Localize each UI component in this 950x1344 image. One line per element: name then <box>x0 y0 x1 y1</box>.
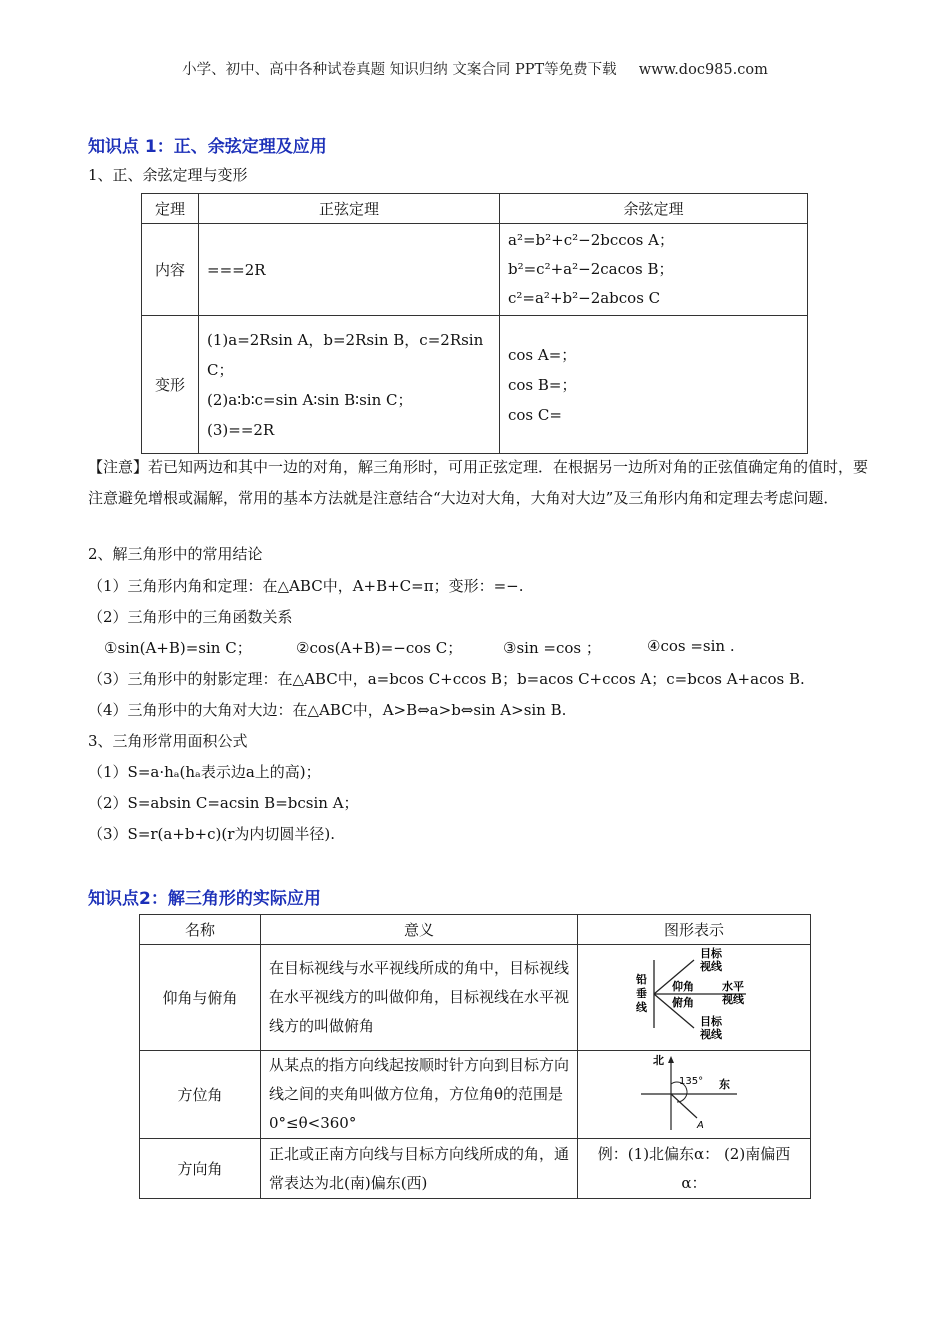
r3-name: 方向角 <box>140 1139 261 1199</box>
angle-label: 135° <box>679 1075 704 1087</box>
horiz-label-2: 视线 <box>722 992 744 1006</box>
point-label: A <box>697 1119 704 1131</box>
row-transform-label: 变形 <box>142 316 199 454</box>
cos-transform-2: cos B=； <box>508 375 577 394</box>
horiz-label-1: 水平 <box>722 979 744 993</box>
target-label-bot-2: 视线 <box>700 1027 722 1041</box>
area-1: （1）S=a·hₐ(hₐ表示边a上的高)； <box>88 763 321 781</box>
r2-meaning: 从某点的指方向线起按顺时针方向到目标方向线之间的夹角叫做方位角，方位角θ的范围是0°≤θ<360° <box>261 1051 578 1139</box>
r2-name: 方位角 <box>140 1051 261 1139</box>
sine-transform-1b: C； <box>207 360 234 379</box>
th-figure: 图形表示 <box>578 915 811 945</box>
r1-meaning: 在目标视线与水平视线所成的角中，目标视线在水平视线方的叫做仰角，目标视线在水平视线方的叫做俯角 <box>261 945 578 1051</box>
plumb-label-2: 垂 <box>636 986 647 1000</box>
elevation-depression-diagram <box>634 946 754 1046</box>
th-name: 名称 <box>140 915 261 945</box>
note-paragraph: 【注意】若已知两边和其中一边的对角，解三角形时，可用正弦定理．在根据另一边所对角的正弦值确定角的值时，要注意避免增根或漏解，常用的基本方法就是注意结合“大边对大角，大角对大边”及三角形内角和定理去考虑问题． <box>88 458 869 507</box>
application-table <box>139 914 811 1199</box>
depression-label: 俯角 <box>672 995 694 1009</box>
cos-content-1: a²=b²+c²−2bccos A； <box>508 231 674 249</box>
target-direction <box>671 1094 697 1118</box>
cos-content-2: b²=c²+a²−2cacos B； <box>508 260 674 278</box>
kp1-sub3: 3、三角形常用面积公式 <box>88 732 248 750</box>
conclusion-2: （2）三角形中的三角函数关系 <box>88 608 293 626</box>
r3-figure: 例：(1)北偏东α： (2)南偏西α： <box>578 1139 811 1199</box>
kp1-title: 知识点 1：正、余弦定理及应用 <box>88 137 327 157</box>
sine-content: ===2R <box>199 224 500 316</box>
th-sine: 正弦定理 <box>199 194 500 224</box>
conclusion-2c: ③sin =cos ； <box>503 639 601 657</box>
th-cosine: 余弦定理 <box>500 194 808 224</box>
north-arrow <box>668 1056 674 1063</box>
header-site: www.doc985.com <box>638 62 768 78</box>
elevation-label: 仰角 <box>672 979 694 993</box>
th-theorem: 定理 <box>142 194 199 224</box>
th-meaning: 意义 <box>261 915 578 945</box>
cos-transform-3: cos C= <box>508 405 562 424</box>
area-3: （3）S=r(a+b+c)(r为内切圆半径). <box>88 825 335 843</box>
north-label: 北 <box>653 1053 664 1067</box>
target-label-bot-1: 目标 <box>700 1014 722 1028</box>
conclusion-3: （3）三角形中的射影定理：在△ABC中，a=bcos C+ccos B；b=acos C+ccos A；c=bcos A+acos B. <box>88 670 805 688</box>
row-content-label: 内容 <box>142 224 199 316</box>
kp1-sub1: 1、正、余弦定理与变形 <box>88 166 248 184</box>
plumb-label-1: 铅 <box>636 972 647 986</box>
bearing-diagram <box>639 1052 749 1134</box>
page-header <box>0 58 950 79</box>
target-label-top-2: 视线 <box>700 959 722 973</box>
cos-content-3: c²=a²+b²−2abcos C <box>508 289 661 307</box>
cos-transform-1: cos A=； <box>508 345 577 364</box>
kp2-title: 知识点2：解三角形的实际应用 <box>88 889 321 909</box>
target-label-top-1: 目标 <box>700 946 722 960</box>
r1-name: 仰角与俯角 <box>140 945 261 1051</box>
conclusion-2b: ②cos(A+B)=−cos C； <box>296 639 463 657</box>
conclusion-2a: ①sin(A+B)=sin C； <box>104 639 252 657</box>
law-table <box>141 193 808 454</box>
r3-meaning: 正北或正南方向线与目标方向线所成的角，通常表达为北(南)偏东(西) <box>261 1139 578 1199</box>
kp1-sub2: 2、解三角形中的常用结论 <box>88 545 263 563</box>
conclusion-1: （1）三角形内角和定理：在△ABC中，A+B+C=π；变形：=−. <box>88 577 524 595</box>
sine-transform-1: (1)a=2Rsin A，b=2Rsin B，c=2Rsin <box>207 330 484 349</box>
conclusion-4: （4）三角形中的大角对大边：在△ABC中，A>B⇔a>b⇔sin A>sin B. <box>88 701 567 719</box>
header-text: 小学、初中、高中各种试卷真题 知识归纳 文案合同 PPT等免费下载 <box>182 62 617 78</box>
sine-transform-2: (2)a∶b∶c=sin A∶sin B∶sin C； <box>207 390 413 409</box>
conclusion-2d: ④cos =sin . <box>647 637 735 655</box>
east-label: 东 <box>719 1077 730 1091</box>
plumb-label-3: 线 <box>636 1000 647 1014</box>
area-2: （2）S=absin C=acsin B=bcsin A； <box>88 794 359 812</box>
sine-transform-3: (3)==2R <box>207 420 275 439</box>
